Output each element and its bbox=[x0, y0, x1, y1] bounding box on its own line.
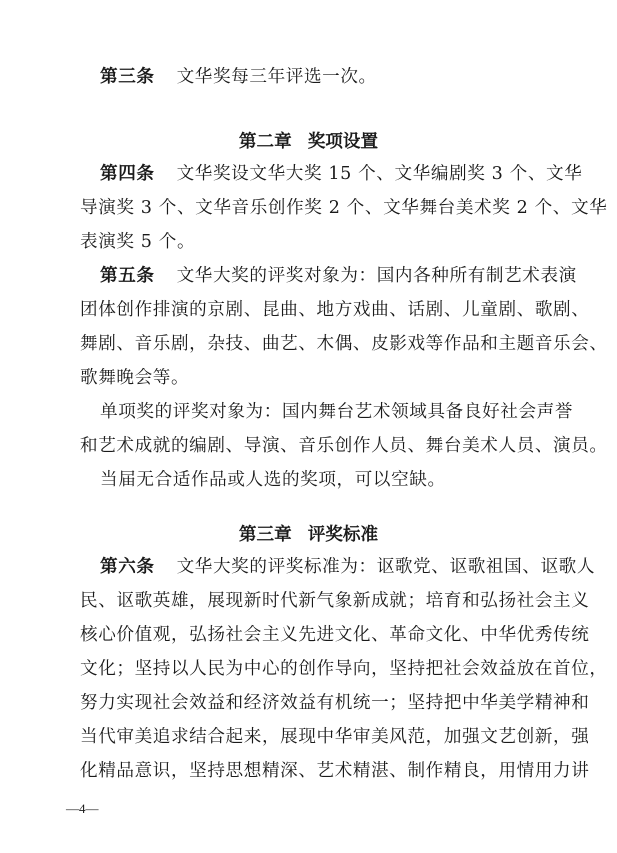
article-4-label: 第四条 bbox=[100, 164, 155, 184]
single-award-text-1: 单项奖的评奖对象为：国内舞台艺术领域具备良好社会声誉 bbox=[100, 402, 574, 422]
article-6-line-3: 核心价值观，弘扬社会主义先进文化、革命文化、中华优秀传统 bbox=[80, 625, 590, 645]
article-6-line-2: 民、讴歌英雄，展现新时代新气象新成就；培育和弘扬社会主义 bbox=[80, 591, 590, 611]
article-6-line-5: 努力实现社会效益和经济效益有机统一；坚持把中华美学精神和 bbox=[80, 693, 590, 713]
article-3 bbox=[80, 66, 540, 88]
article-6-label: 第六条 bbox=[100, 557, 155, 577]
vacancy-line bbox=[80, 469, 540, 491]
article-4-line-2: 导演奖 3 个、文华音乐创作奖 2 个、文华舞台美术奖 2 个、文华 bbox=[80, 198, 608, 218]
chapter-2-number: 第二章 bbox=[238, 132, 292, 152]
chapter-2-heading bbox=[0, 131, 617, 153]
article-5-text-1: 文华大奖的评奖对象为：国内各种所有制艺术表演 bbox=[176, 266, 577, 286]
article-5-line-2: 团体创作排演的京剧、昆曲、地方戏曲、话剧、儿童剧、歌剧、 bbox=[80, 300, 590, 320]
page-number: —4— bbox=[66, 801, 99, 816]
article-5-line-1 bbox=[80, 265, 577, 287]
article-6-line-1 bbox=[80, 556, 596, 578]
article-4-text-1: 文华奖设文华大奖 15 个、文华编剧奖 3 个、文华 bbox=[176, 164, 583, 184]
vacancy-text: 当届无合适作品或人选的奖项，可以空缺。 bbox=[100, 470, 446, 490]
chapter-3-number: 第三章 bbox=[238, 525, 292, 545]
article-4-line-3: 表演奖 5 个。 bbox=[80, 232, 196, 252]
article-5-label: 第五条 bbox=[100, 266, 155, 286]
article-3-text: 文华奖每三年评选一次。 bbox=[176, 67, 377, 87]
article-4-line-1 bbox=[80, 163, 583, 185]
article-6-text-1: 文华大奖的评奖标准为：讴歌党、讴歌祖国、讴歌人 bbox=[176, 557, 596, 577]
article-5-line-3: 舞剧、音乐剧，杂技、曲艺、木偶、皮影戏等作品和主题音乐会、 bbox=[80, 334, 608, 354]
chapter-3-title: 评奖标准 bbox=[307, 525, 379, 545]
single-award-line-1 bbox=[80, 401, 574, 423]
single-award-line-2: 和艺术成就的编剧、导演、音乐创作人员、舞台美术人员、演员。 bbox=[80, 436, 608, 456]
article-6-line-6: 当代审美追求结合起来，展现中华审美风范，加强文艺创新，强 bbox=[80, 727, 590, 747]
article-3-label: 第三条 bbox=[100, 67, 155, 87]
article-5-line-4: 歌舞晚会等。 bbox=[80, 368, 190, 388]
chapter-2-title: 奖项设置 bbox=[307, 132, 379, 152]
article-6-line-7: 化精品意识，坚持思想精深、艺术精湛、制作精良，用情用力讲 bbox=[80, 761, 590, 781]
chapter-3-heading bbox=[0, 524, 617, 546]
article-6-line-4: 文化；坚持以人民为中心的创作导向，坚持把社会效益放在首位， bbox=[80, 659, 608, 679]
